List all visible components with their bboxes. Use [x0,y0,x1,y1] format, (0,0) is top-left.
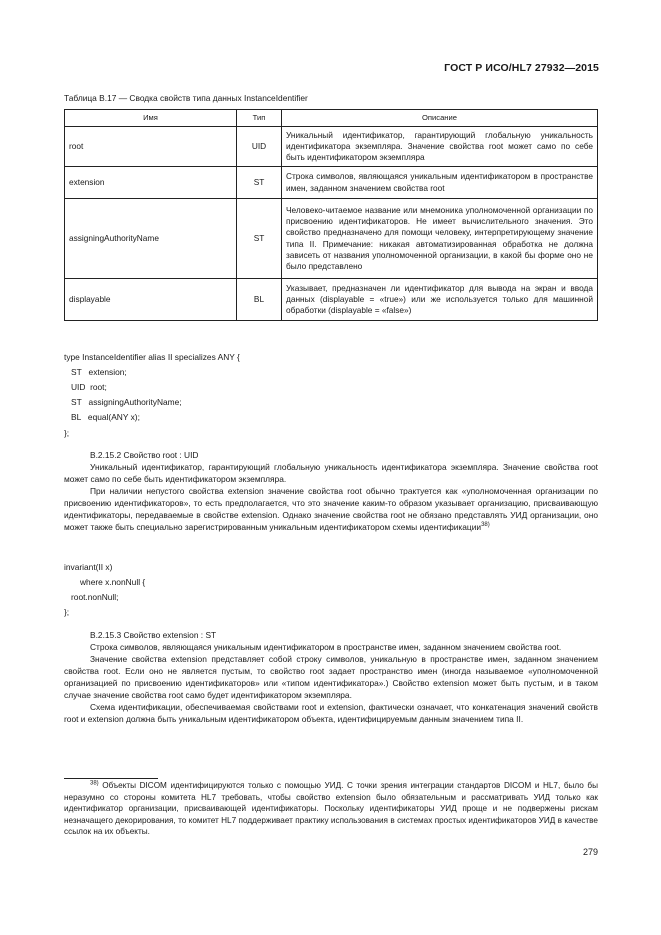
table-row [65,167,598,199]
code-line: ST extension; [71,367,127,377]
paragraph: Строка символов, являющаяся уникальным идентификатором в пространстве имен, заданном значением свойства root. [90,642,562,652]
paragraph: Уникальный идентификатор, гарантирующий глобальную уникальность идентификатора экземпляра. Значение свойства root может само по себе быть идентификатором экземпляра. [64,462,598,484]
paragraph: Схема идентификации, обеспечиваемая свойствами root и extension, фактически означает, что конкатенация значений свойств root и extension должна быть уникальным идентификатором объекта, идентифицируемым данным значением типа II. [64,702,598,724]
cell-name: displayable [65,279,237,321]
table-row [65,199,598,279]
cell-description: Указывает, предназначен ли идентификатор для вывода на экран и ввода данных (displayable = «true») или же используется только для машинной обработки (displayable = «false») [282,279,598,321]
column-header-name: Имя [65,110,237,127]
footnote [64,780,598,838]
code-line: }; [64,607,70,617]
code-line: invariant(II x) [64,562,113,572]
paragraph [64,485,598,533]
cell-type: ST [237,167,282,199]
column-header-description: Описание [282,110,598,127]
section-root [64,449,598,533]
table-header-row [65,110,598,127]
footnote-text: Объекты DICOM идентифицируются только с помощью УИД. С точки зрения интеграции стандартов DICOM и HL7, было бы неразумно со стороны комитета HL7 требовать, чтобы свойство extension было обязательным и рассматривать УИД только как идентификатор организации, присваивающей идентификаторы. Поскольку идентификаторы УИД проще и не подвержены рискам незначащего декорирования, то комитет HL7 поддерживает практику использования в системах простых идентификаторов УИД в качестве ссылок на их объекты. [64,781,598,837]
cell-type: BL [237,279,282,321]
cell-description: Уникальный идентификатор, гарантирующий глобальную уникальность идентификатора экземпляра. Значение свойства root может само по себе быть идентификатором экземпляра [282,127,598,167]
paragraph-text: При наличии непустого свойства extension значение свойства root обычно трактуется как «уполномоченная организации по присвоению идентификаторов», то есть предполагается, что это значение каким-то образом указывает организацию, присваивающую идентификаторы, передаваемые в свойстве extension. Однако значение свойства root не обязано представлять УИД организации, оно может также быть специально зарегистрированным уникальным идентификатором схемы идентификации [64,486,598,532]
section-heading: В.2.15.3 Свойство extension : ST [90,630,217,640]
properties-table [64,109,598,321]
page-number: 279 [582,847,598,857]
column-header-type: Тип [237,110,282,127]
cell-name: extension [65,167,237,199]
code-line: root.nonNull; [71,592,119,602]
table-caption: Таблица В.17 — Сводка свойств типа данных InstanceIdentifier [64,93,308,103]
section-extension [64,629,598,725]
table-row [65,127,598,167]
section-heading: В.2.15.2 Свойство root : UID [90,450,199,460]
code-line: where x.nonNull { [80,577,146,587]
cell-description: Строка символов, являющаяся уникальным идентификатором в пространстве имен, заданном значением свойства root [282,167,598,199]
paragraph: Значение свойства extension представляет собой строку символов, уникальную в пространстве имен, заданном значением свойства root. Если оно не является пустым, то свойство root задает пространство имен (иногда называемое «уполномоченной организацией по присвоению идентификаторов» или «типом идентификатора».) Свойство extension может быть пустым, и в таком случае значение свойства root само будет идентификатором экземпляра. [64,654,598,700]
cell-name: assigningAuthorityName [65,199,237,279]
code-line: BL equal(ANY x); [71,412,140,422]
code-line: ST assigningAuthorityName; [71,397,182,407]
footnote-reference: 38) [481,522,490,529]
cell-name: root [65,127,237,167]
cell-description: Человеко-читаемое название или мнемоника уполномоченной организации по присвоению идентификаторов. Не имеет вычислительного значения. Это свойство предназначено для помощи человеку, интерпретирующему значение типа II. Примечание: никакая автоматизированная обработка не должна зависеть от названия уполномоченной организации, в какой бы форме оно не было представлено [282,199,598,279]
code-line: type InstanceIdentifier alias II specializes ANY { [64,352,240,362]
footnote-divider [64,778,158,779]
standard-header: ГОСТ Р ИСО/HL7 27932—2015 [444,62,599,74]
table-row [65,279,598,321]
code-line: }; [64,428,70,438]
footnote-mark: 38) [90,780,99,787]
cell-type: ST [237,199,282,279]
code-line: UID root; [71,382,107,392]
cell-type: UID [237,127,282,167]
